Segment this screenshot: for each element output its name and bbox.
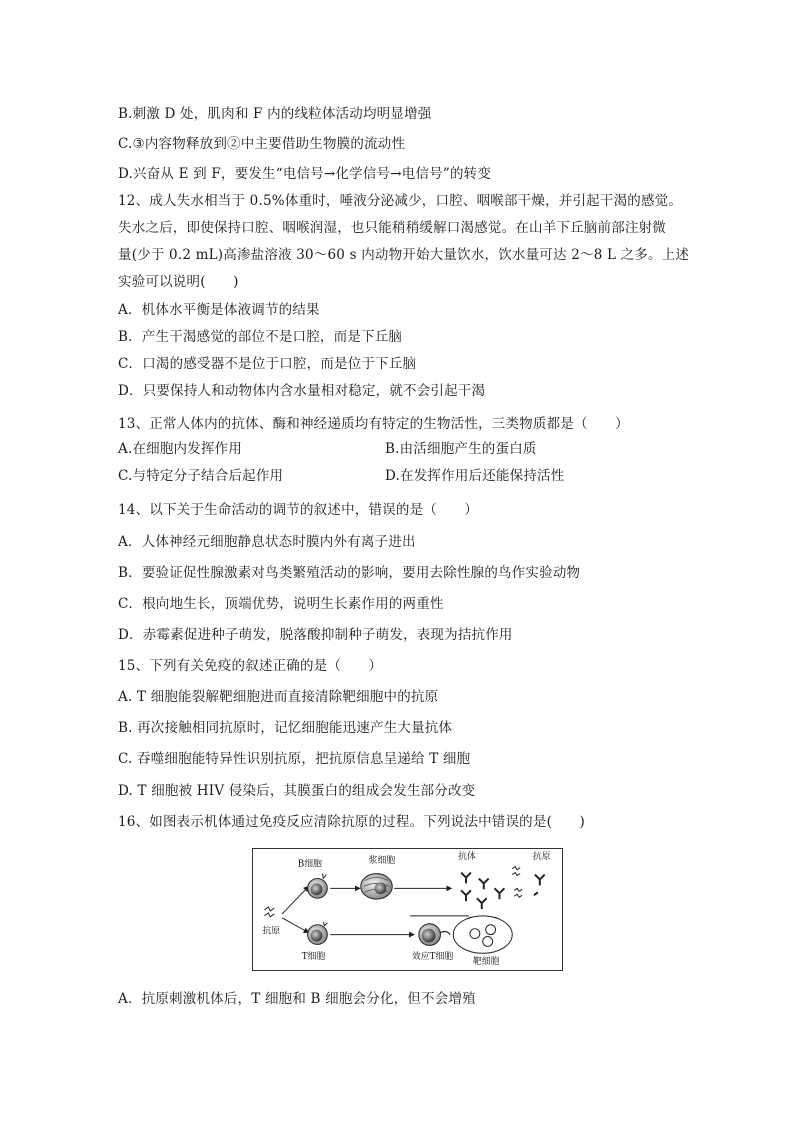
q14-option-a: A．人体神经元细胞静息状态时膜内外有离子进出: [118, 534, 416, 550]
q11-option-d: D.兴奋从 E 到 F，要发生“电信号→化学信号→电信号”的转变: [118, 166, 492, 182]
q14-stem: 14、以下关于生命活动的调节的叙述中，错误的是（ ）: [118, 502, 479, 518]
q16-option-a: A．抗原刺激机体后，T 细胞和 B 细胞会分化，但不会增殖: [118, 991, 476, 1007]
q14-option-b: B．要验证促性腺激素对鸟类繁殖活动的影响，要用去除性腺的鸟作实验动物: [118, 565, 581, 581]
q12-option-d: D．只要保持人和动物体内含水量相对稳定，就不会引起干渴: [118, 383, 486, 399]
q15-option-a: A. T 细胞能裂解靶细胞进而直接清除靶细胞中的抗原: [118, 689, 439, 705]
q16-stem: 16、如图表示机体通过免疫反应清除抗原的过程。下列说法中错误的是( ): [118, 814, 585, 830]
immune-diagram: [253, 849, 562, 970]
q15-option-b: B. 再次接触相同抗原时，记忆细胞能迅速产生大量抗体: [118, 720, 453, 736]
antigen-icons: [512, 867, 522, 897]
antibody-label: 抗体: [458, 851, 476, 862]
immune-process-figure: [252, 848, 563, 971]
target-cell-label: 靶细胞: [472, 957, 500, 968]
antigen-left-label: 抗原: [262, 926, 281, 937]
q15-option-c: C. 吞噬细胞能特异性识别抗原，把抗原信息呈递给 T 细胞: [118, 751, 471, 767]
q12-stem: 失水之后，即使保持口腔、咽喉润湿，也只能稍稍缓解口渴感觉。在山羊下丘脑前部注射微: [118, 220, 666, 236]
q12-option-b: B．产生干渴感觉的部位不是口腔，而是下丘脑: [118, 329, 403, 345]
q15-option-d: D. T 细胞被 HIV 侵染后，其膜蛋白的组成会发生部分改变: [118, 783, 476, 799]
b-cell-icon: [308, 874, 328, 899]
q13-option-c: C.与特定分子结合后起作用: [118, 468, 284, 484]
plasma-cell-icon: [361, 874, 392, 900]
q11-option-b: B.刺激 D 处，肌肉和 F 内的线粒体活动均明显增强: [118, 106, 432, 122]
q13-option-b: B.由活细胞产生的蛋白质: [385, 441, 537, 457]
q12-option-c: C．口渴的感受器不是位于口腔，而是位于下丘脑: [118, 356, 417, 372]
q12-option-a: A．机体水平衡是体液调节的结果: [118, 302, 320, 318]
q13-stem: 13、正常人体内的抗体、酶和神经递质均有特定的生物活性，三类物质都是（ ）: [118, 416, 629, 432]
plasma-cell-label: 浆细胞: [368, 855, 396, 866]
q14-option-d: D．赤霉素促进种子萌发，脱落酸抑制种子萌发，表现为拮抗作用: [118, 627, 513, 643]
antibody-antigen-complex-icon: [534, 875, 545, 896]
q15-stem: 15、下列有关免疫的叙述正确的是（ ）: [118, 658, 383, 674]
antigen-icon: [264, 907, 274, 917]
effector-t-cell-label: 效应T细胞: [411, 952, 454, 963]
q12-stem: 量(少于 0.2 mL)高渗盐溶液 30～60 s 内动物开始大量饮水，饮水量可达 2～8 L 之多。上述: [118, 247, 690, 263]
b-cell-label: B细胞: [297, 859, 323, 870]
q13-option-a: A.在细胞内发挥作用: [118, 441, 243, 457]
effector-t-cell-icon: [419, 924, 450, 946]
q12-stem: 12、成人失水相当于 0.5%体重时，唾液分泌减少，口腔、咽喉部干燥，并引起干渴的感觉。: [118, 193, 683, 209]
q12-stem: 实验可以说明( ): [118, 274, 239, 290]
t-cell-icon: [308, 922, 328, 945]
antibody-icons: [461, 873, 504, 909]
q13-option-d: D.在发挥作用后还能保持活性: [385, 468, 565, 484]
target-cell-icon: [453, 916, 512, 953]
q14-option-c: C．根向地生长，顶端优势，说明生长素作用的两重性: [118, 596, 444, 612]
t-cell-label: T细胞: [301, 952, 326, 963]
antigen-top-label: 抗原: [532, 851, 551, 862]
q11-option-c: C.③内容物释放到②中主要借助生物膜的流动性: [118, 136, 406, 152]
